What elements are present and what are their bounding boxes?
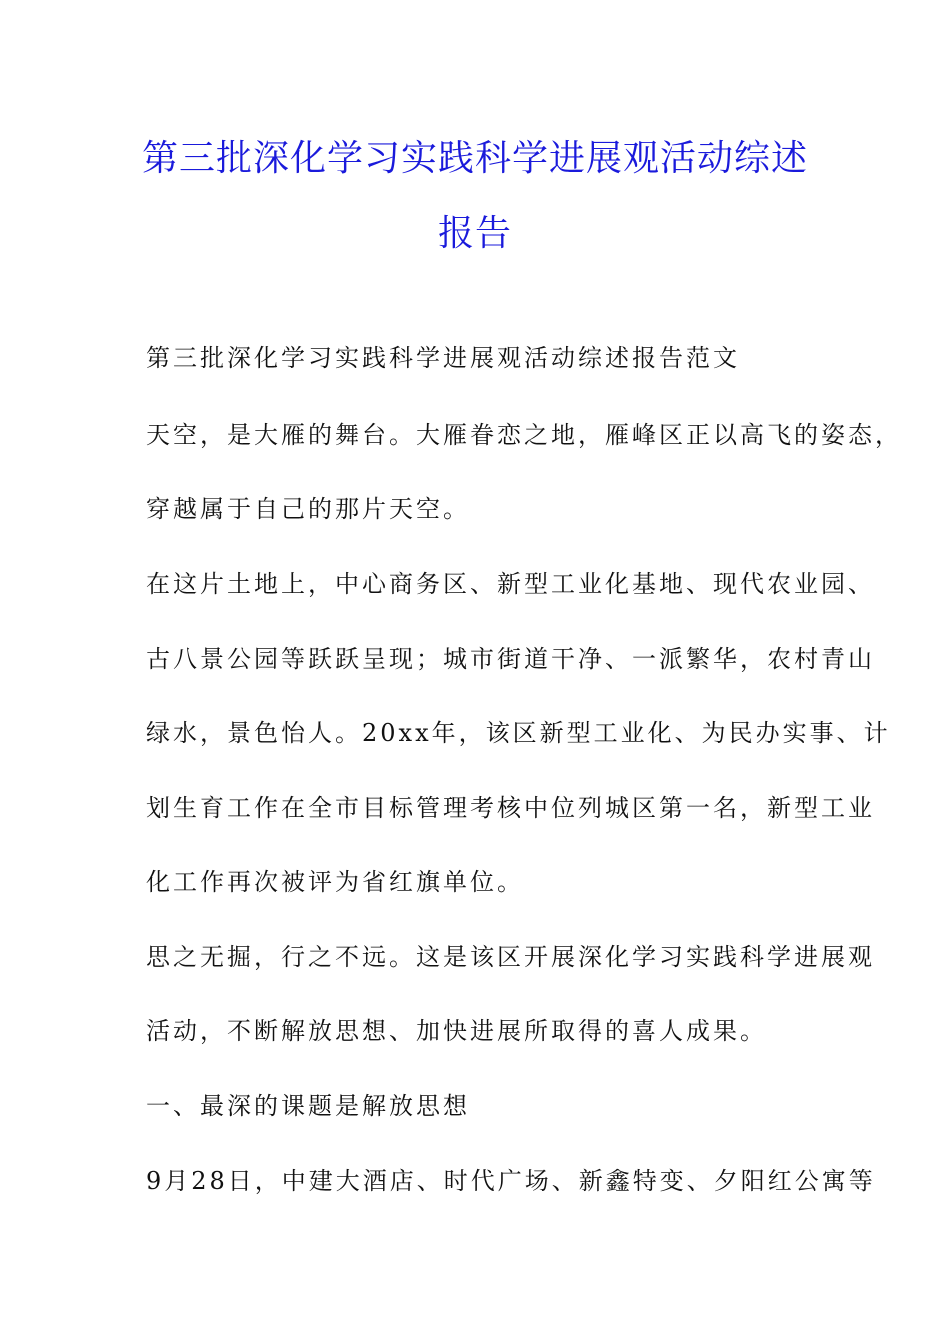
paragraph-line: 9月28日，中建大酒店、时代广场、新鑫特变、夕阳红公寓等 xyxy=(146,1167,876,1195)
paragraph-line: 划生育工作在全市目标管理考核中位列城区第一名，新型工业 xyxy=(146,794,875,822)
paragraph-line: 天空，是大雁的舞台。大雁眷恋之地，雁峰区正以高飞的姿态， xyxy=(146,421,902,449)
paragraph-line: 穿越属于自己的那片天空。 xyxy=(146,495,470,523)
paragraph-line: 活动，不断解放思想、加快进展所取得的喜人成果。 xyxy=(146,1017,767,1045)
document-title-line-2: 报告 xyxy=(437,213,512,254)
paragraph-line: 绿水，景色怡人。20xx年，该区新型工业化、为民办实事、计 xyxy=(146,719,891,747)
document-title-line-1: 第三批深化学习实践科学进展观活动综述 xyxy=(141,138,808,179)
paragraph-line: 在这片土地上，中心商务区、新型工业化基地、现代农业园、 xyxy=(146,570,875,598)
paragraph-line: 古八景公园等跃跃呈现；城市街道干净、一派繁华，农村青山 xyxy=(146,645,875,673)
paragraph-line: 思之无掘，行之不远。这是该区开展深化学习实践科学进展观 xyxy=(146,943,875,971)
section-heading: 一、最深的课题是解放思想 xyxy=(146,1092,470,1120)
subtitle-line: 第三批深化学习实践科学进展观活动综述报告范文 xyxy=(146,344,740,372)
paragraph-line: 化工作再次被评为省红旗单位。 xyxy=(146,868,524,896)
